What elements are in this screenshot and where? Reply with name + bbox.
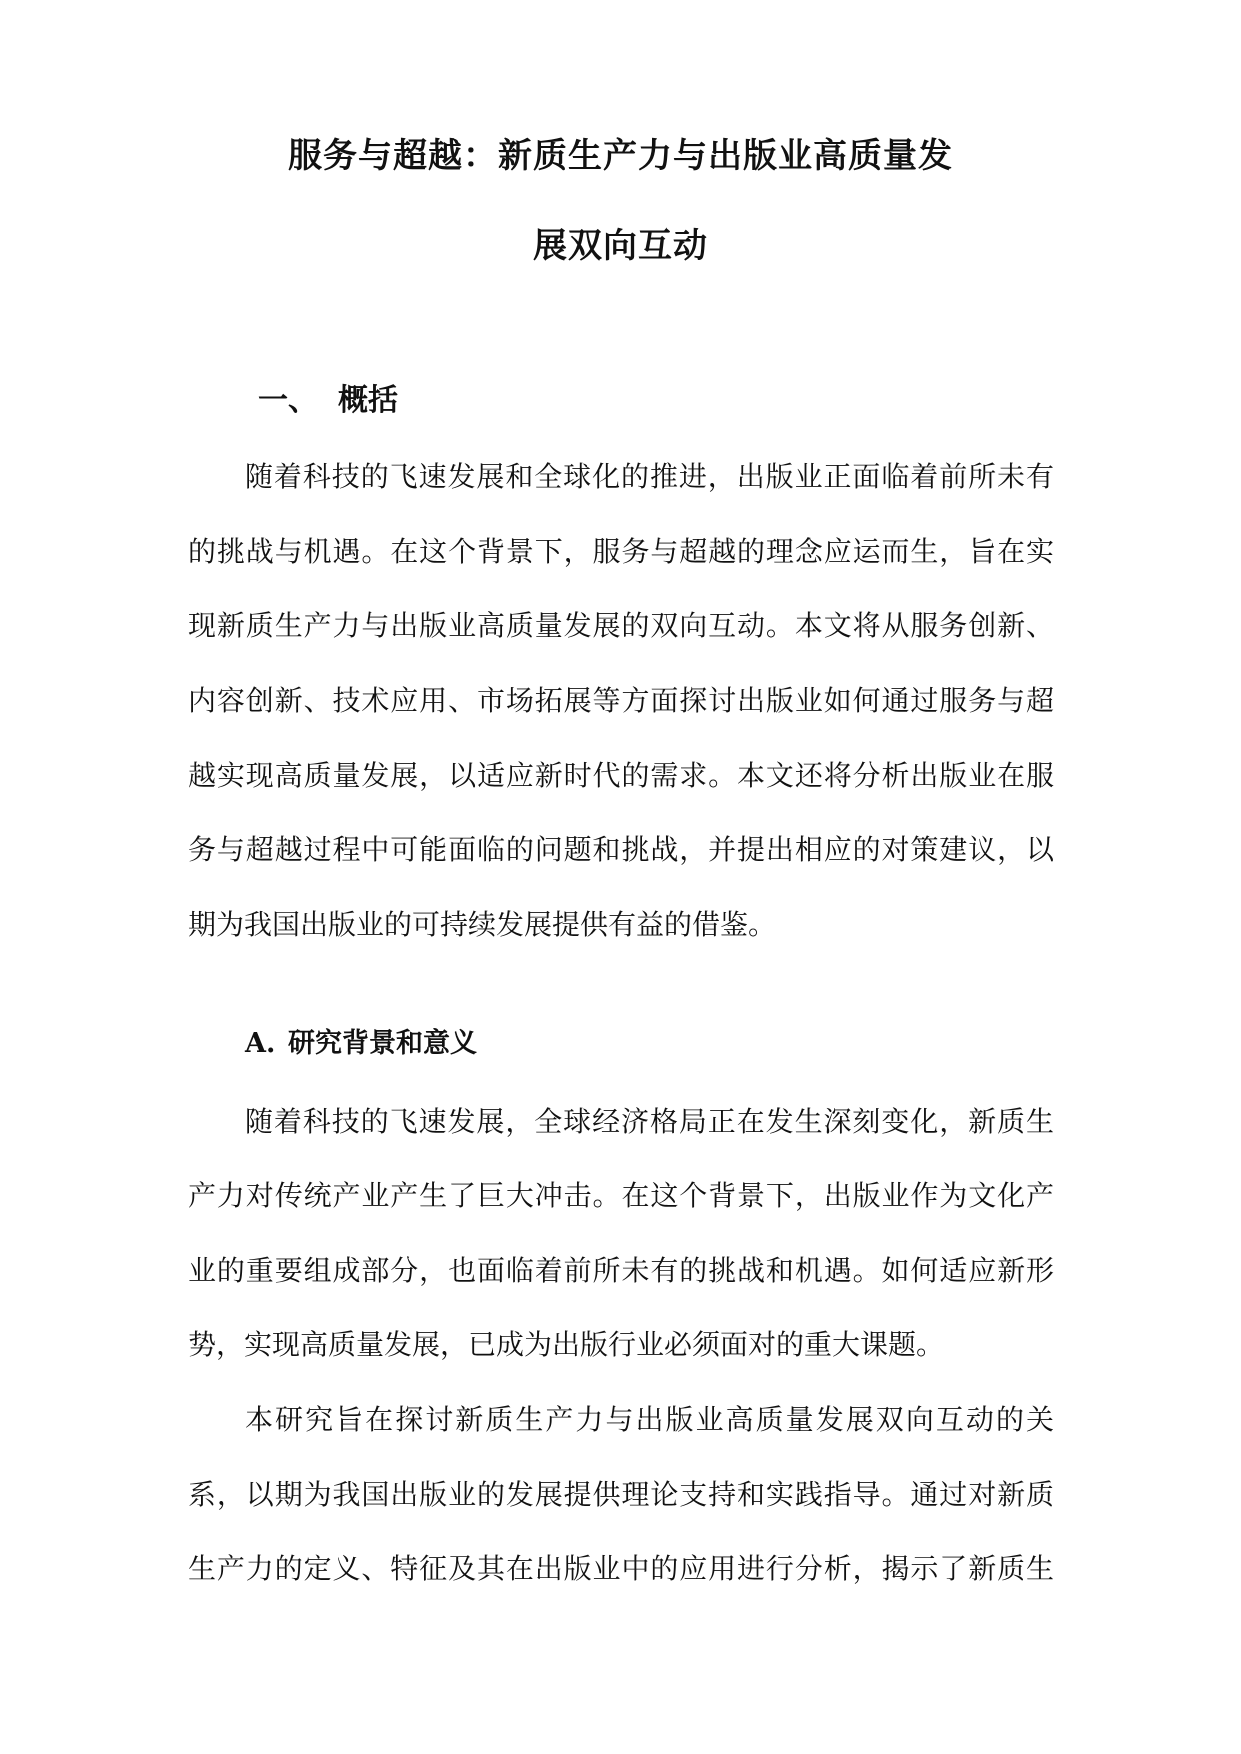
paragraph-line: 业的重要组成部分，也面临着前所未有的挑战和机遇。如何适应新形	[188, 1254, 1054, 1287]
paragraph-line: 系，以期为我国出版业的发展提供理论支持和实践指导。通过对新质	[188, 1478, 1054, 1511]
paragraph-line: 期为我国出版业的可持续发展提供有益的借鉴。	[188, 908, 777, 941]
section-heading	[258, 380, 398, 422]
section-heading-text: 概括	[338, 383, 398, 418]
subsection-heading-text: 研究背景和意义	[288, 1028, 477, 1059]
paragraph-line: 的挑战与机遇。在这个背景下，服务与超越的理念应运而生，旨在实	[188, 535, 1054, 568]
subsection-letter: A.	[245, 1028, 276, 1059]
subsection-heading	[245, 1024, 477, 1064]
paragraph-line: 内容创新、技术应用、市场拓展等方面探讨出版业如何通过服务与超	[188, 684, 1054, 717]
paragraph-line: 务与超越过程中可能面临的问题和挑战，并提出相应的对策建议，以	[188, 833, 1054, 866]
paragraph-line: 生产力的定义、特征及其在出版业中的应用进行分析，揭示了新质生	[188, 1552, 1054, 1585]
document-title-line-2: 展双向互动	[533, 226, 708, 266]
paragraph-line: 随着科技的飞速发展，全球经济格局正在发生深刻变化，新质生	[245, 1105, 1054, 1138]
paragraph-line: 现新质生产力与出版业高质量发展的双向互动。本文将从服务创新、	[188, 609, 1054, 642]
paragraph-line: 势，实现高质量发展，已成为出版行业必须面对的重大课题。	[188, 1328, 945, 1361]
paragraph-line: 随着科技的飞速发展和全球化的推进，出版业正面临着前所未有	[245, 460, 1054, 493]
paragraph-line: 越实现高质量发展，以适应新时代的需求。本文还将分析出版业在服	[188, 759, 1054, 792]
section-number: 一、	[258, 383, 318, 418]
paragraph-line: 产力对传统产业产生了巨大冲击。在这个背景下，出版业作为文化产	[188, 1179, 1054, 1212]
document-title-line-1: 服务与超越：新质生产力与出版业高质量发	[288, 136, 953, 176]
paragraph-line: 本研究旨在探讨新质生产力与出版业高质量发展双向互动的关	[245, 1403, 1054, 1436]
